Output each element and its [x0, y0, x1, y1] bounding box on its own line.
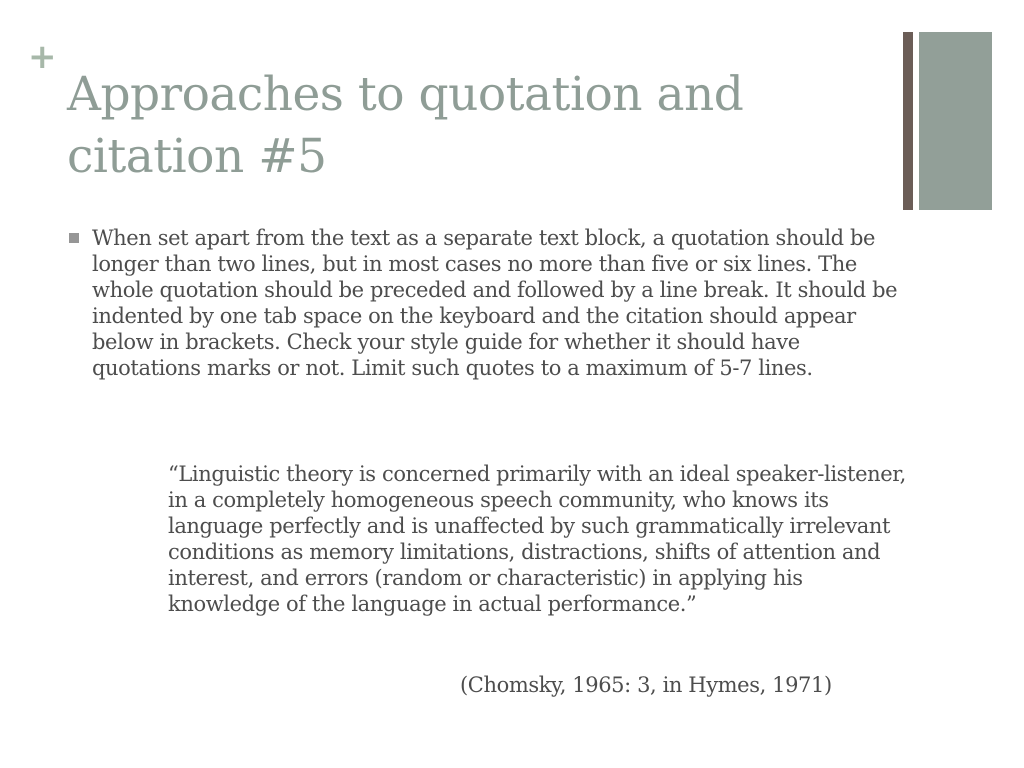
block-quote: “Linguistic theory is concerned primarily with an ideal speaker-listener, in a completely homogeneous speech community, who knows its language perfectly and is unaffected by such grammatically irrelevant conditions as memory limitations, distractions, shifts of attention and interest, and errors (random or characteristic) in applying his knowledge of the language in actual performance.”	[168, 462, 906, 616]
quote-citation: (Chomsky, 1965: 3, in Hymes, 1971)	[460, 673, 832, 697]
decorative-block-light	[919, 32, 992, 210]
plus-icon: +	[28, 37, 57, 77]
bullet-square-icon	[69, 233, 79, 243]
slide-title: Approaches to quotation and citation #5	[67, 67, 744, 184]
bullet-text: When set apart from the text as a separate text block, a quotation should be longer than two lines, but in most cases no more than five or six lines. The whole quotation should be preceded and followed by a line break. It should be indented by one tab space on the keyboard and the citation should appear below in brackets. Check your style guide for whether it should have quotations marks or not. Limit such quotes to a maximum of 5-7 lines.	[92, 226, 898, 380]
decorative-bar-dark	[903, 32, 913, 210]
